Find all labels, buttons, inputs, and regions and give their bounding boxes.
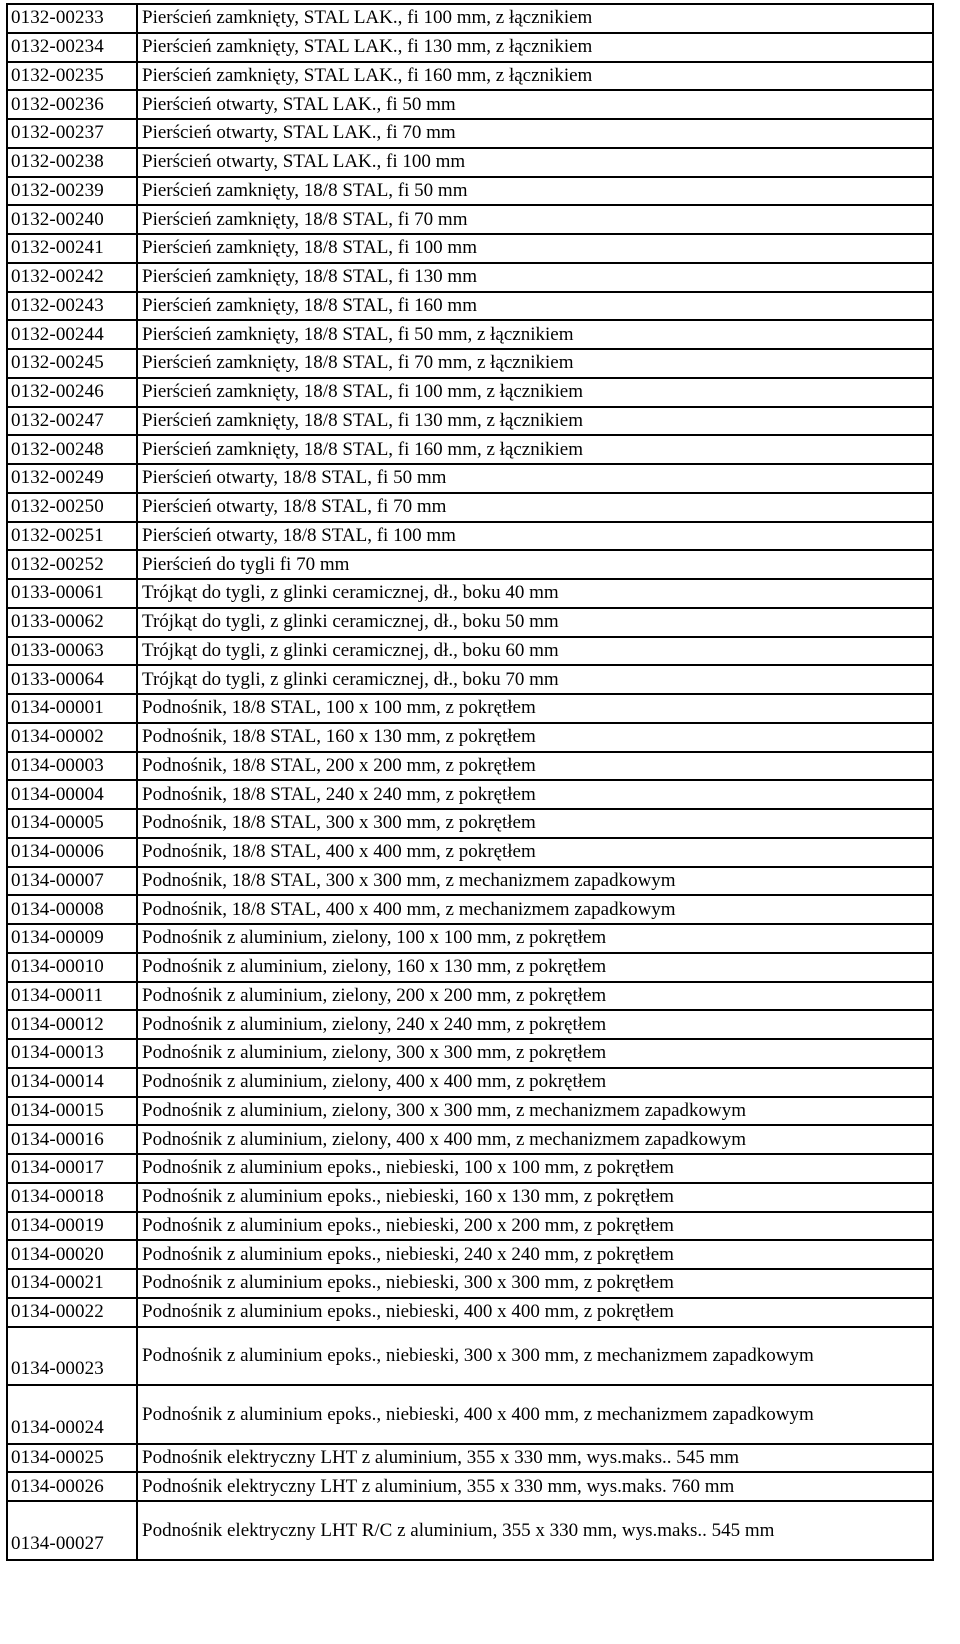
product-description: Podnośnik z aluminium, zielony, 160 x 130 mm, z pokrętłem (137, 953, 933, 982)
product-description: Podnośnik, 18/8 STAL, 160 x 130 mm, z pokrętłem (137, 723, 933, 752)
product-code: 0132-00244 (7, 320, 137, 349)
product-description: Podnośnik z aluminium epoks., niebieski, 400 x 400 mm, z mechanizmem zapadkowym (137, 1385, 933, 1444)
product-description: Podnośnik z aluminium, zielony, 400 x 400 mm, z pokrętłem (137, 1068, 933, 1097)
product-description: Podnośnik, 18/8 STAL, 300 x 300 mm, z pokrętłem (137, 809, 933, 838)
product-description: Pierścień zamknięty, 18/8 STAL, fi 130 mm, z łącznikiem (137, 407, 933, 436)
product-description: Pierścień otwarty, 18/8 STAL, fi 50 mm (137, 464, 933, 493)
product-code: 0134-00014 (7, 1068, 137, 1097)
product-description: Podnośnik, 18/8 STAL, 100 x 100 mm, z pokrętłem (137, 694, 933, 723)
table-row (7, 1212, 933, 1241)
table-row (7, 1010, 933, 1039)
product-code: 0134-00013 (7, 1039, 137, 1068)
product-description: Podnośnik z aluminium, zielony, 400 x 400 mm, z mechanizmem zapadkowym (137, 1125, 933, 1154)
table-row (7, 263, 933, 292)
product-code: 0134-00019 (7, 1212, 137, 1241)
product-description: Trójkąt do tygli, z glinki ceramicznej, dł., boku 40 mm (137, 579, 933, 608)
product-description: Trójkąt do tygli, z glinki ceramicznej, dł., boku 60 mm (137, 637, 933, 666)
table-row (7, 1183, 933, 1212)
table-row (7, 1444, 933, 1473)
product-code: 0132-00238 (7, 148, 137, 177)
product-description: Podnośnik elektryczny LHT z aluminium, 355 x 330 mm, wys.maks. 760 mm (137, 1472, 933, 1501)
product-code: 0134-00011 (7, 982, 137, 1011)
table-row (7, 1154, 933, 1183)
table-row (7, 407, 933, 436)
product-description: Podnośnik, 18/8 STAL, 200 x 200 mm, z pokrętłem (137, 752, 933, 781)
product-description: Pierścień zamknięty, STAL LAK., fi 160 mm, z łącznikiem (137, 62, 933, 91)
product-code: 0132-00233 (7, 4, 137, 33)
table-row (7, 292, 933, 321)
product-code: 0134-00015 (7, 1097, 137, 1126)
table-row (7, 148, 933, 177)
product-code: 0132-00243 (7, 292, 137, 321)
product-code: 0133-00063 (7, 637, 137, 666)
product-code: 0134-00007 (7, 867, 137, 896)
table-row (7, 694, 933, 723)
product-code: 0132-00248 (7, 435, 137, 464)
product-description: Podnośnik elektryczny LHT R/C z aluminium, 355 x 330 mm, wys.maks.. 545 mm (137, 1501, 933, 1560)
table-row (7, 435, 933, 464)
table-row (7, 62, 933, 91)
product-table (6, 3, 934, 1561)
table-row (7, 177, 933, 206)
table-row (7, 780, 933, 809)
product-code: 0132-00246 (7, 378, 137, 407)
table-row (7, 464, 933, 493)
table-row (7, 234, 933, 263)
table-row (7, 349, 933, 378)
product-code: 0132-00239 (7, 177, 137, 206)
table-row (7, 1501, 933, 1560)
table-row (7, 1298, 933, 1327)
product-description: Podnośnik z aluminium epoks., niebieski, 160 x 130 mm, z pokrętłem (137, 1183, 933, 1212)
product-description: Podnośnik z aluminium, zielony, 240 x 240 mm, z pokrętłem (137, 1010, 933, 1039)
product-description: Podnośnik z aluminium epoks., niebieski, 240 x 240 mm, z pokrętłem (137, 1240, 933, 1269)
product-description: Pierścień zamknięty, STAL LAK., fi 100 mm, z łącznikiem (137, 4, 933, 33)
product-code: 0132-00241 (7, 234, 137, 263)
table-row (7, 1240, 933, 1269)
table-row (7, 1097, 933, 1126)
product-description: Podnośnik, 18/8 STAL, 400 x 400 mm, z mechanizmem zapadkowym (137, 895, 933, 924)
table-row (7, 723, 933, 752)
product-code: 0134-00006 (7, 838, 137, 867)
table-row (7, 982, 933, 1011)
product-description: Pierścień otwarty, 18/8 STAL, fi 100 mm (137, 522, 933, 551)
product-code: 0134-00003 (7, 752, 137, 781)
product-code: 0132-00252 (7, 550, 137, 579)
product-description: Podnośnik z aluminium epoks., niebieski, 400 x 400 mm, z pokrętłem (137, 1298, 933, 1327)
product-code: 0134-00005 (7, 809, 137, 838)
product-code: 0134-00021 (7, 1269, 137, 1298)
product-code: 0132-00235 (7, 62, 137, 91)
table-row (7, 895, 933, 924)
product-description: Podnośnik, 18/8 STAL, 300 x 300 mm, z mechanizmem zapadkowym (137, 867, 933, 896)
product-code: 0134-00012 (7, 1010, 137, 1039)
table-row (7, 665, 933, 694)
product-description: Trójkąt do tygli, z glinki ceramicznej, dł., boku 70 mm (137, 665, 933, 694)
product-code: 0132-00234 (7, 33, 137, 62)
table-row (7, 90, 933, 119)
product-code: 0134-00009 (7, 924, 137, 953)
product-code: 0133-00062 (7, 608, 137, 637)
product-code: 0134-00026 (7, 1472, 137, 1501)
product-code: 0133-00064 (7, 665, 137, 694)
product-description: Pierścień zamknięty, 18/8 STAL, fi 70 mm (137, 205, 933, 234)
product-code: 0134-00010 (7, 953, 137, 982)
table-row (7, 838, 933, 867)
product-description: Pierścień zamknięty, 18/8 STAL, fi 100 mm (137, 234, 933, 263)
product-description: Podnośnik elektryczny LHT z aluminium, 355 x 330 mm, wys.maks.. 545 mm (137, 1444, 933, 1473)
product-description: Pierścień zamknięty, 18/8 STAL, fi 50 mm (137, 177, 933, 206)
table-row (7, 1125, 933, 1154)
table-row (7, 953, 933, 982)
product-code: 0134-00022 (7, 1298, 137, 1327)
product-code: 0132-00242 (7, 263, 137, 292)
product-description: Trójkąt do tygli, z glinki ceramicznej, dł., boku 50 mm (137, 608, 933, 637)
table-row (7, 1039, 933, 1068)
product-code: 0134-00002 (7, 723, 137, 752)
table-row (7, 1385, 933, 1444)
product-description: Pierścień otwarty, STAL LAK., fi 70 mm (137, 119, 933, 148)
product-description: Pierścień zamknięty, 18/8 STAL, fi 70 mm, z łącznikiem (137, 349, 933, 378)
product-description: Podnośnik z aluminium, zielony, 300 x 300 mm, z pokrętłem (137, 1039, 933, 1068)
product-code: 0134-00001 (7, 694, 137, 723)
product-description: Podnośnik z aluminium epoks., niebieski, 300 x 300 mm, z mechanizmem zapadkowym (137, 1327, 933, 1386)
product-description: Pierścień zamknięty, 18/8 STAL, fi 50 mm, z łącznikiem (137, 320, 933, 349)
product-code: 0133-00061 (7, 579, 137, 608)
product-code: 0134-00020 (7, 1240, 137, 1269)
table-row (7, 493, 933, 522)
table-row (7, 637, 933, 666)
product-description: Podnośnik z aluminium, zielony, 100 x 100 mm, z pokrętłem (137, 924, 933, 953)
product-code: 0132-00245 (7, 349, 137, 378)
product-description: Podnośnik, 18/8 STAL, 400 x 400 mm, z pokrętłem (137, 838, 933, 867)
product-description: Podnośnik z aluminium epoks., niebieski, 300 x 300 mm, z pokrętłem (137, 1269, 933, 1298)
table-row (7, 608, 933, 637)
table-row (7, 320, 933, 349)
table-row (7, 522, 933, 551)
product-code: 0134-00008 (7, 895, 137, 924)
product-code: 0134-00027 (7, 1501, 137, 1560)
product-code: 0134-00023 (7, 1327, 137, 1386)
product-code: 0132-00237 (7, 119, 137, 148)
product-table-body (7, 4, 933, 1560)
product-code: 0132-00247 (7, 407, 137, 436)
product-code: 0134-00018 (7, 1183, 137, 1212)
product-description: Podnośnik z aluminium epoks., niebieski, 100 x 100 mm, z pokrętłem (137, 1154, 933, 1183)
product-description: Pierścień otwarty, STAL LAK., fi 100 mm (137, 148, 933, 177)
product-description: Podnośnik z aluminium, zielony, 200 x 200 mm, z pokrętłem (137, 982, 933, 1011)
table-row (7, 752, 933, 781)
product-code: 0134-00004 (7, 780, 137, 809)
product-description: Podnośnik, 18/8 STAL, 240 x 240 mm, z pokrętłem (137, 780, 933, 809)
table-row (7, 579, 933, 608)
table-row (7, 119, 933, 148)
table-row (7, 33, 933, 62)
product-description: Pierścień zamknięty, 18/8 STAL, fi 130 mm (137, 263, 933, 292)
table-row (7, 378, 933, 407)
product-code: 0134-00016 (7, 1125, 137, 1154)
table-row (7, 1269, 933, 1298)
table-row (7, 809, 933, 838)
table-row (7, 205, 933, 234)
product-code: 0132-00250 (7, 493, 137, 522)
product-description: Pierścień zamknięty, STAL LAK., fi 130 mm, z łącznikiem (137, 33, 933, 62)
table-row (7, 1327, 933, 1386)
table-row (7, 550, 933, 579)
product-description: Pierścień zamknięty, 18/8 STAL, fi 160 mm, z łącznikiem (137, 435, 933, 464)
product-code: 0132-00251 (7, 522, 137, 551)
product-description: Pierścień otwarty, STAL LAK., fi 50 mm (137, 90, 933, 119)
table-row (7, 1472, 933, 1501)
table-row (7, 924, 933, 953)
product-description: Pierścień zamknięty, 18/8 STAL, fi 160 mm (137, 292, 933, 321)
product-code: 0134-00025 (7, 1444, 137, 1473)
product-description: Pierścień otwarty, 18/8 STAL, fi 70 mm (137, 493, 933, 522)
product-description: Podnośnik z aluminium epoks., niebieski, 200 x 200 mm, z pokrętłem (137, 1212, 933, 1241)
product-code: 0132-00236 (7, 90, 137, 119)
product-code: 0134-00017 (7, 1154, 137, 1183)
product-code: 0132-00240 (7, 205, 137, 234)
product-description: Pierścień zamknięty, 18/8 STAL, fi 100 mm, z łącznikiem (137, 378, 933, 407)
table-row (7, 867, 933, 896)
product-description: Pierścień do tygli fi 70 mm (137, 550, 933, 579)
product-description: Podnośnik z aluminium, zielony, 300 x 300 mm, z mechanizmem zapadkowym (137, 1097, 933, 1126)
table-row (7, 1068, 933, 1097)
table-row (7, 4, 933, 33)
product-code: 0134-00024 (7, 1385, 137, 1444)
product-code: 0132-00249 (7, 464, 137, 493)
